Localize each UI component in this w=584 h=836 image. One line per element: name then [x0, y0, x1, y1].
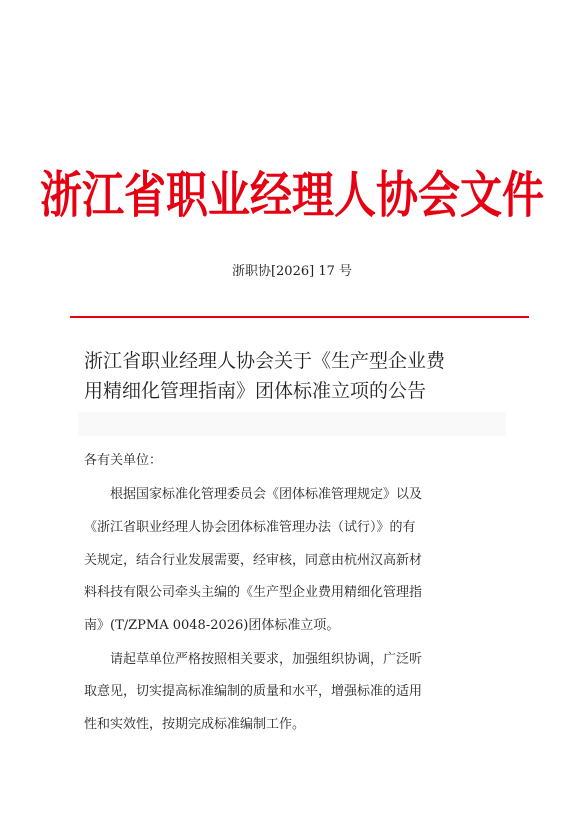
paragraph-line: 性和实效性，按期完成标准编制工作。	[84, 717, 306, 732]
paragraph-line: 料科技有限公司牵头主编的《生产型企业费用精细化管理指	[84, 585, 423, 600]
paragraph-line: 《浙江省职业经理人协会团体标准管理办法（试行）》的有	[84, 520, 416, 535]
red-separator-line	[70, 316, 529, 318]
notice-title	[84, 346, 524, 406]
document-number: 浙职协[2026] 17 号	[231, 264, 353, 279]
salutation: 各有关单位：	[84, 453, 163, 468]
notice-title-line: 浙江省职业经理人协会关于《生产型企业费	[84, 350, 446, 372]
notice-title-line: 用精细化管理指南》团体标准立项的公告	[84, 380, 427, 402]
paragraph-line: 南》(T/ZPMA 0048-2026)团体标准立项。	[84, 618, 340, 633]
paragraph-line: 取意见，切实提高标准编制的质量和水平，增强标准的适用	[84, 684, 423, 699]
masthead-title: 浙江省职业经理人协会文件	[39, 166, 544, 224]
paragraph-line: 关规定，结合行业发展需要，经审核，同意由杭州汉高新材	[84, 553, 423, 568]
paragraph-line: 请起草单位严格按照相关要求，加强组织协调，广泛听	[110, 652, 423, 667]
shaded-band	[78, 412, 506, 436]
paragraph-line: 根据国家标准化管理委员会《团体标准管理规定》以及	[110, 487, 423, 502]
